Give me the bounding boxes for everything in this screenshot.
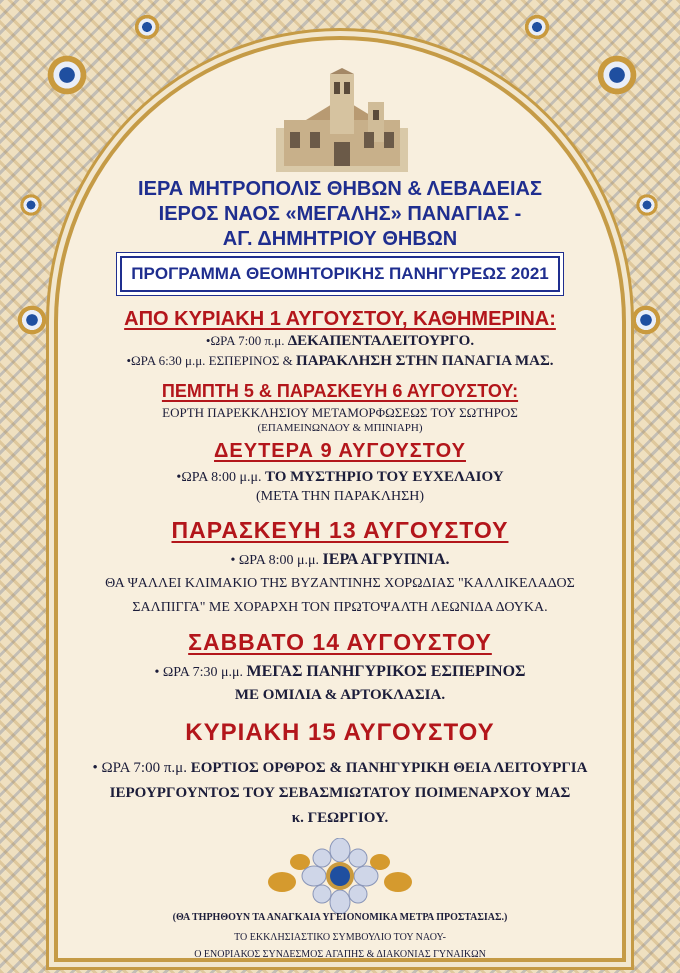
- section-6-line-2: κ. ΓΕΩΡΓΙΟΥ.: [291, 810, 389, 826]
- footer-line-2: Ο ΕΝΟΡΙΑΚΟΣ ΣΥΝΔΕΣΜΟΣ ΑΓΑΠΗΣ & ΔΙΑΚΟΝΙΑΣ ΓΥΝΑΙΚΩΝ: [194, 949, 486, 960]
- section-6-heading: ΚΥΡΙΑΚΗ 15 ΑΥΓΟΥΣΤΟΥ: [185, 719, 495, 746]
- section-5-item-text: ΜΕΓΑΣ ΠΑΝΗΓΥΡΙΚΟΣ ΕΣΠΕΡΙΝΟΣ: [246, 663, 526, 680]
- section-1-heading: ΑΠΟ ΚΥΡΙΑΚΗ 1 ΑΥΓΟΥΣΤΟΥ, ΚΑΘΗΜΕΡΙΝΑ:: [124, 308, 556, 330]
- section-4-line-1: ΘΑ ΨΑΛΛΕΙ ΚΛΙΜΑΚΙΟ ΤΗΣ ΒΥΖΑΝΤΙΝΗΣ ΧΟΡΩΔΙΑΣ "ΚΑΛΛΙΚΕΛΑΔΟΣ: [105, 576, 575, 591]
- section-1-item-1-text: ΔΕΚΑΠΕΝΤΑΛΕΙΤΟΥΡΓΟ.: [287, 333, 475, 349]
- section-6-item: [0, 760, 680, 777]
- header-line-2: ΙΕΡΟΣ ΝΑΟΣ «ΜΕΓΑΛΗΣ» ΠΑΝΑΓΙΑΣ -: [158, 203, 522, 225]
- section-3-item-text: ΤΟ ΜΥΣΤΗΡΙΟ ΤΟΥ ΕΥΧΕΛΑΙΟΥ: [264, 469, 504, 485]
- footer-note: (ΘΑ ΤΗΡΗΘΟΥΝ ΤΑ ΑΝΑΓΚΑΙΑ ΥΓΕΙΟΝΟΜΙΚΑ ΜΕΤΡΑ ΠΡΟΣΤΑΣΙΑΣ.): [172, 912, 508, 923]
- section-6-item-time: • ΩΡΑ 7:00 π.μ.: [92, 760, 187, 776]
- banner-title: ΠΡΟΓΡΑΜΜΑ ΘΕΟΜΗΤΟΡΙΚΗΣ ΠΑΝΗΓΥΡΕΩΣ 2021: [131, 264, 549, 283]
- program-banner: [120, 256, 560, 292]
- section-5-item: [0, 663, 680, 681]
- header-line-3: ΑΓ. ΔΗΜΗΤΡΙΟΥ ΘΗΒΩΝ: [222, 228, 458, 250]
- section-2-line-2: (ΕΠΑΜΕΙΝΩΝΔΟΥ & ΜΠΙΝΙΑΡΗ): [257, 422, 423, 434]
- section-1-item-2: [0, 353, 680, 370]
- section-6-item-text: ΕΟΡΤΙΟΣ ΟΡΘΡΟΣ & ΠΑΝΗΓΥΡΙΚΗ ΘΕΙΑ ΛΕΙΤΟΥΡΓΙΑ: [190, 760, 588, 776]
- section-4-item: [0, 551, 680, 569]
- header-line-1: ΙΕΡΑ ΜΗΤΡΟΠΟΛΙΣ ΘΗΒΩΝ & ΛΕΒΑΔΕΙΑΣ: [138, 178, 542, 200]
- section-4-heading: ΠΑΡΑΣΚΕΥΗ 13 ΑΥΓΟΥΣΤΟΥ: [171, 517, 509, 543]
- section-1-item-2-text: ΠΑΡΑΚΛΗΣΗ ΣΤΗΝ ΠΑΝΑΓΙΑ ΜΑΣ.: [296, 353, 554, 369]
- section-3-item-time: •ΩΡΑ 8:00 μ.μ.: [176, 470, 262, 485]
- section-2-heading: ΠΕΜΠΤΗ 5 & ΠΑΡΑΣΚΕΥΗ 6 ΑΥΓΟΥΣΤΟΥ:: [161, 381, 519, 401]
- section-5-line-1: ΜΕ ΟΜΙΛΙΑ & ΑΡΤΟΚΛΑΣΙΑ.: [234, 687, 446, 703]
- jewel-ornament-icon: [262, 838, 418, 914]
- section-1-item-1-time: •ΩΡΑ 7:00 π.μ.: [205, 333, 285, 348]
- section-4-item-time: • ΩΡΑ 8:00 μ.μ.: [230, 553, 320, 568]
- section-3-note: (ΜΕΤΑ ΤΗΝ ΠΑΡΑΚΛΗΣΗ): [255, 489, 425, 504]
- section-1-item-2-time: •ΩΡΑ 6:30 μ.μ. ΕΣΠΕΡΙΝΟΣ &: [126, 353, 293, 368]
- footer-line-1: ΤΟ ΕΚΚΛΗΣΙΑΣΤΙΚΟ ΣΥΜΒΟΥΛΙΟ ΤΟΥ ΝΑΟΥ-: [234, 932, 446, 943]
- section-5-heading: ΣΑΒΒΑΤΟ 14 ΑΥΓΟΥΣΤΟΥ: [188, 629, 492, 655]
- section-6-line-1: ΙΕΡΟΥΡΓΟΥΝΤΟΣ ΤΟΥ ΣΕΒΑΣΜΙΩΤΑΤΟΥ ΠΟΙΜΕΝΑΡΧΟΥ ΜΑΣ: [109, 785, 571, 801]
- section-3-item: [0, 469, 680, 486]
- section-4-line-2: ΣΑΛΠΙΓΓΑ" ΜΕ ΧΟΡΑΡΧΗ ΤΟΝ ΠΡΩΤΟΨΑΛΤΗ ΛΕΩΝΙΔΑ ΔΟΥΚΑ.: [132, 600, 548, 615]
- section-4-item-text: ΙΕΡΑ ΑΓΡΥΠΝΙΑ.: [322, 551, 450, 568]
- section-2-line-1: ΕΟΡΤΗ ΠΑΡΕΚΚΛΗΣΙΟΥ ΜΕΤΑΜΟΡΦΩΣΕΩΣ ΤΟΥ ΣΩΤΗΡΟΣ: [162, 405, 518, 420]
- section-3-heading: ΔΕΥΤΕΡΑ 9 ΑΥΓΟΥΣΤΟΥ: [214, 440, 466, 462]
- section-5-item-time: • ΩΡΑ 7:30 μ.μ.: [154, 665, 244, 680]
- section-1-item-1: [0, 333, 680, 350]
